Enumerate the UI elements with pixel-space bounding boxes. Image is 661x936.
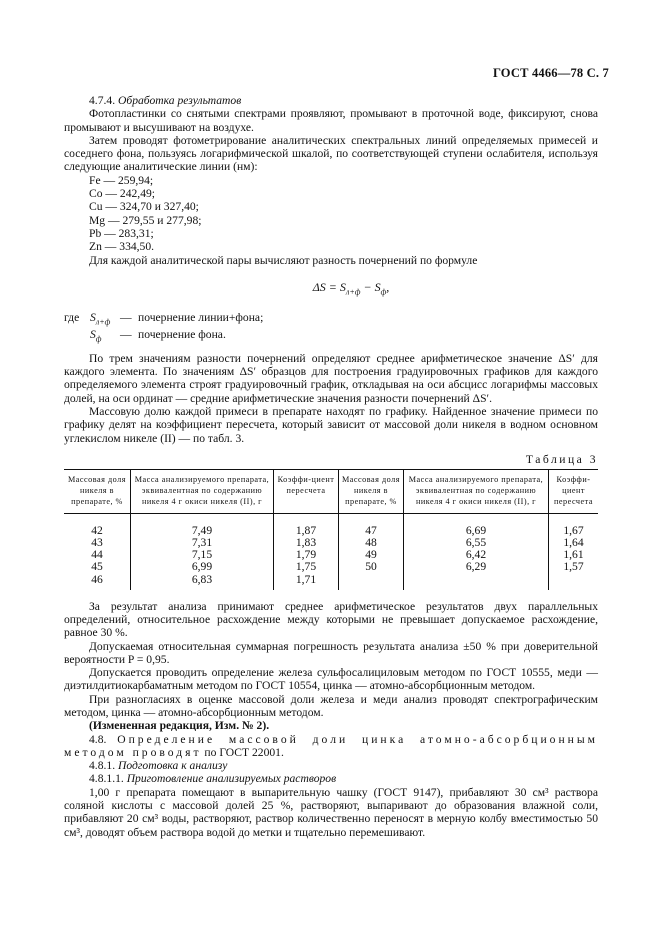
column-header: Коэффи-циент пересчета [549, 470, 599, 514]
table-cell: 1,61 [549, 549, 599, 561]
table-cell: 45 [91, 560, 103, 574]
section-title: Приготовление анализируемых растворов [126, 772, 337, 786]
column-header: Коэффи-циент пересчета [274, 470, 339, 514]
section-4-8 [64, 733, 598, 760]
spacer [64, 590, 598, 600]
legend-symbol [90, 311, 120, 329]
section-title: Подготовка к анализу [118, 759, 228, 773]
table-row [64, 561, 598, 573]
table-cell: 1,79 [274, 549, 339, 561]
table-caption: Таблица 3 [525, 452, 598, 466]
legend-text: почернение линии+фона; [138, 310, 264, 324]
formula-sub2: ф [380, 287, 387, 297]
table-cell: 42 [91, 524, 103, 538]
paragraph: Для каждой аналитической пары вычисляют разность почернений по формуле [89, 253, 478, 267]
section-4-7-4-heading [64, 94, 598, 107]
legend-intro: где [64, 310, 80, 324]
section-4-8-1-heading [64, 759, 598, 772]
list-item: Cu — 324,70 и 327,40; [89, 200, 199, 214]
formula-sub1: л+ф [345, 287, 361, 297]
coefficient-table [64, 469, 598, 589]
table-cell [404, 574, 549, 590]
legend-sub1: л+ф [95, 316, 111, 326]
table-cell: 7,31 [131, 537, 274, 549]
legend-row [64, 311, 598, 329]
table-row [64, 514, 598, 538]
table-cell: 50 [339, 561, 404, 573]
section-title-spaced: Определение массовой доли цинка атомно-абсорбционным методом проводят [64, 732, 598, 759]
table-cell: 1,67 [549, 514, 599, 538]
table-cell: 6,69 [404, 514, 549, 538]
formula-end: , [386, 279, 390, 294]
legend-sub2: ф [95, 334, 102, 344]
formula-eq: = [325, 279, 340, 294]
section-number: 4.8. [89, 732, 107, 746]
list-item: Co — 242,49; [89, 187, 156, 201]
column-header: Масса анализируемого препарата, эквивалентная по содержанию никеля 4 г окиси никеля (II), г [131, 470, 274, 514]
table-cell: 6,29 [404, 561, 549, 573]
table-cell: 6,99 [131, 561, 274, 573]
table-cell: 48 [339, 537, 404, 549]
legend-dash: — [120, 328, 132, 342]
revision-note: (Измененная редакция, Изм. № 2). [89, 719, 270, 733]
table-cell: 6,42 [404, 549, 549, 561]
legend-text: почернение фона. [138, 328, 226, 342]
formula [104, 281, 598, 299]
table-header-row [64, 470, 598, 514]
legend-row [64, 328, 598, 346]
table-cell: 47 [339, 514, 404, 538]
list-item: Pb — 283,31; [89, 226, 154, 240]
table-cell: 49 [339, 549, 404, 561]
legend-s2: S [90, 328, 96, 342]
paragraph: Фотопластинки со снятыми спектрами проявляют, промывают в проточной воде, фиксируют, снова промывают и высушивают на воздухе. [64, 107, 598, 134]
table-cell: 46 [91, 572, 103, 586]
table-row [64, 549, 598, 561]
column-header: Массовая доля никеля в препарате, % [64, 470, 131, 514]
legend-dash: — [120, 310, 132, 324]
paragraph: По трем значениям разности почернений определяют среднее арифметическое значение ΔS′ для каждого элемента. По значениям ΔS′ образцов для построения градуировочных графиков для каждого определяемого элемента строят градуировочный график, откладывая на оси абсцисс логарифмы массовых долей, на оси ординат — средние арифметические значения разности почернений ΔS′. [64, 351, 598, 405]
table-cell: 44 [91, 548, 103, 562]
analytical-lines-list [89, 174, 598, 254]
table-cell: 6,83 [131, 574, 274, 590]
table-cell: 7,49 [131, 514, 274, 538]
table-cell: 7,15 [131, 549, 274, 561]
list-item: Fe — 259,94; [89, 173, 154, 187]
section-4-8-1-1-heading [64, 772, 598, 785]
paragraph: За результат анализа принимают среднее арифметическое результатов двух параллельных определений, относительное расхождение между которыми не превышает допускаемое расхождение, равное 30 %. [64, 599, 598, 640]
list-item: Mg — 279,55 и 277,98; [89, 213, 202, 227]
formula-s1: S [339, 279, 346, 294]
paragraph: 1,00 г препарата помещают в выпарительную чашку (ГОСТ 9147), прибавляют 30 см³ раствора соляной кислоты с массовой долей 25 %, растворяют, выпаривают до образования влажной соли, прибавляют 20 см³ воды, растворяют, раствор количественно переносят в мерную колбу вместимостью 50 см³, доводят объем раствора водой до метки и тщательно перемешивают. [64, 785, 598, 839]
list-item: Zn — 334,50. [89, 240, 155, 254]
legend-symbol [90, 328, 120, 346]
table-cell: 1,75 [274, 561, 339, 573]
paragraph: Массовую долю каждой примеси в препарате находят по графику. Найденное значение примеси по графику делят на коэффициент пересчета, который зависит от массовой доли никеля в водном основном углекислом никеле (II) — по табл. 3. [64, 404, 598, 445]
table-row [64, 537, 598, 549]
section-rest: по ГОСТ 22001. [201, 745, 284, 759]
table-cell: 6,55 [404, 537, 549, 549]
legend-s1: S [90, 310, 96, 324]
document-body [64, 94, 598, 839]
section-number: 4.8.1.1. [89, 772, 124, 786]
section-number: 4.8.1. [89, 759, 116, 773]
paragraph: При разногласиях в оценке массовой доли железа и меди анализ проводят спектрографическим методом, цинка — атомно-абсорбционным методом. [64, 692, 598, 719]
formula-legend [64, 311, 598, 346]
paragraph: Затем проводят фотометрирование аналитических спектральных линий определяемых примесей и соседнего фона, пользуясь логарифмической шкалой, по соответствующей ступени ослабителя, используя следующие аналитические линии (нм): [64, 133, 598, 174]
section-title: Обработка результатов [118, 94, 242, 107]
column-header: Масса анализируемого препарата, эквивалентная по содержанию никеля 4 г окиси никеля (II), г [404, 470, 549, 514]
table-cell [549, 574, 599, 590]
table-cell [339, 574, 404, 590]
formula-minus: − [360, 279, 375, 294]
table-cell: 1,87 [274, 514, 339, 538]
column-header: Массовая доля никеля в препарате, % [339, 470, 404, 514]
page-header: ГОСТ 4466—78 С. 7 [492, 66, 609, 80]
section-number: 4.7.4. [89, 94, 116, 107]
table-row [64, 574, 598, 590]
table-cell: 1,57 [549, 561, 599, 573]
table-cell: 43 [91, 536, 103, 550]
paragraph: Допускаемая относительная суммарная погрешность результата анализа ±50 % при доверительной вероятности P = 0,95. [64, 639, 598, 666]
formula-s2: S [374, 279, 381, 294]
formula-lhs: ΔS [312, 279, 326, 294]
table-cell: 1,71 [274, 574, 339, 590]
table-cell: 1,64 [549, 537, 599, 549]
table-cell: 1,83 [274, 537, 339, 549]
paragraph: Допускается проводить определение железа сульфосалициловым методом по ГОСТ 10555, меди — диэтилдитиокарбаматным методом по ГОСТ 10554, цинка — атомно-абсорбционным методом. [64, 666, 598, 693]
